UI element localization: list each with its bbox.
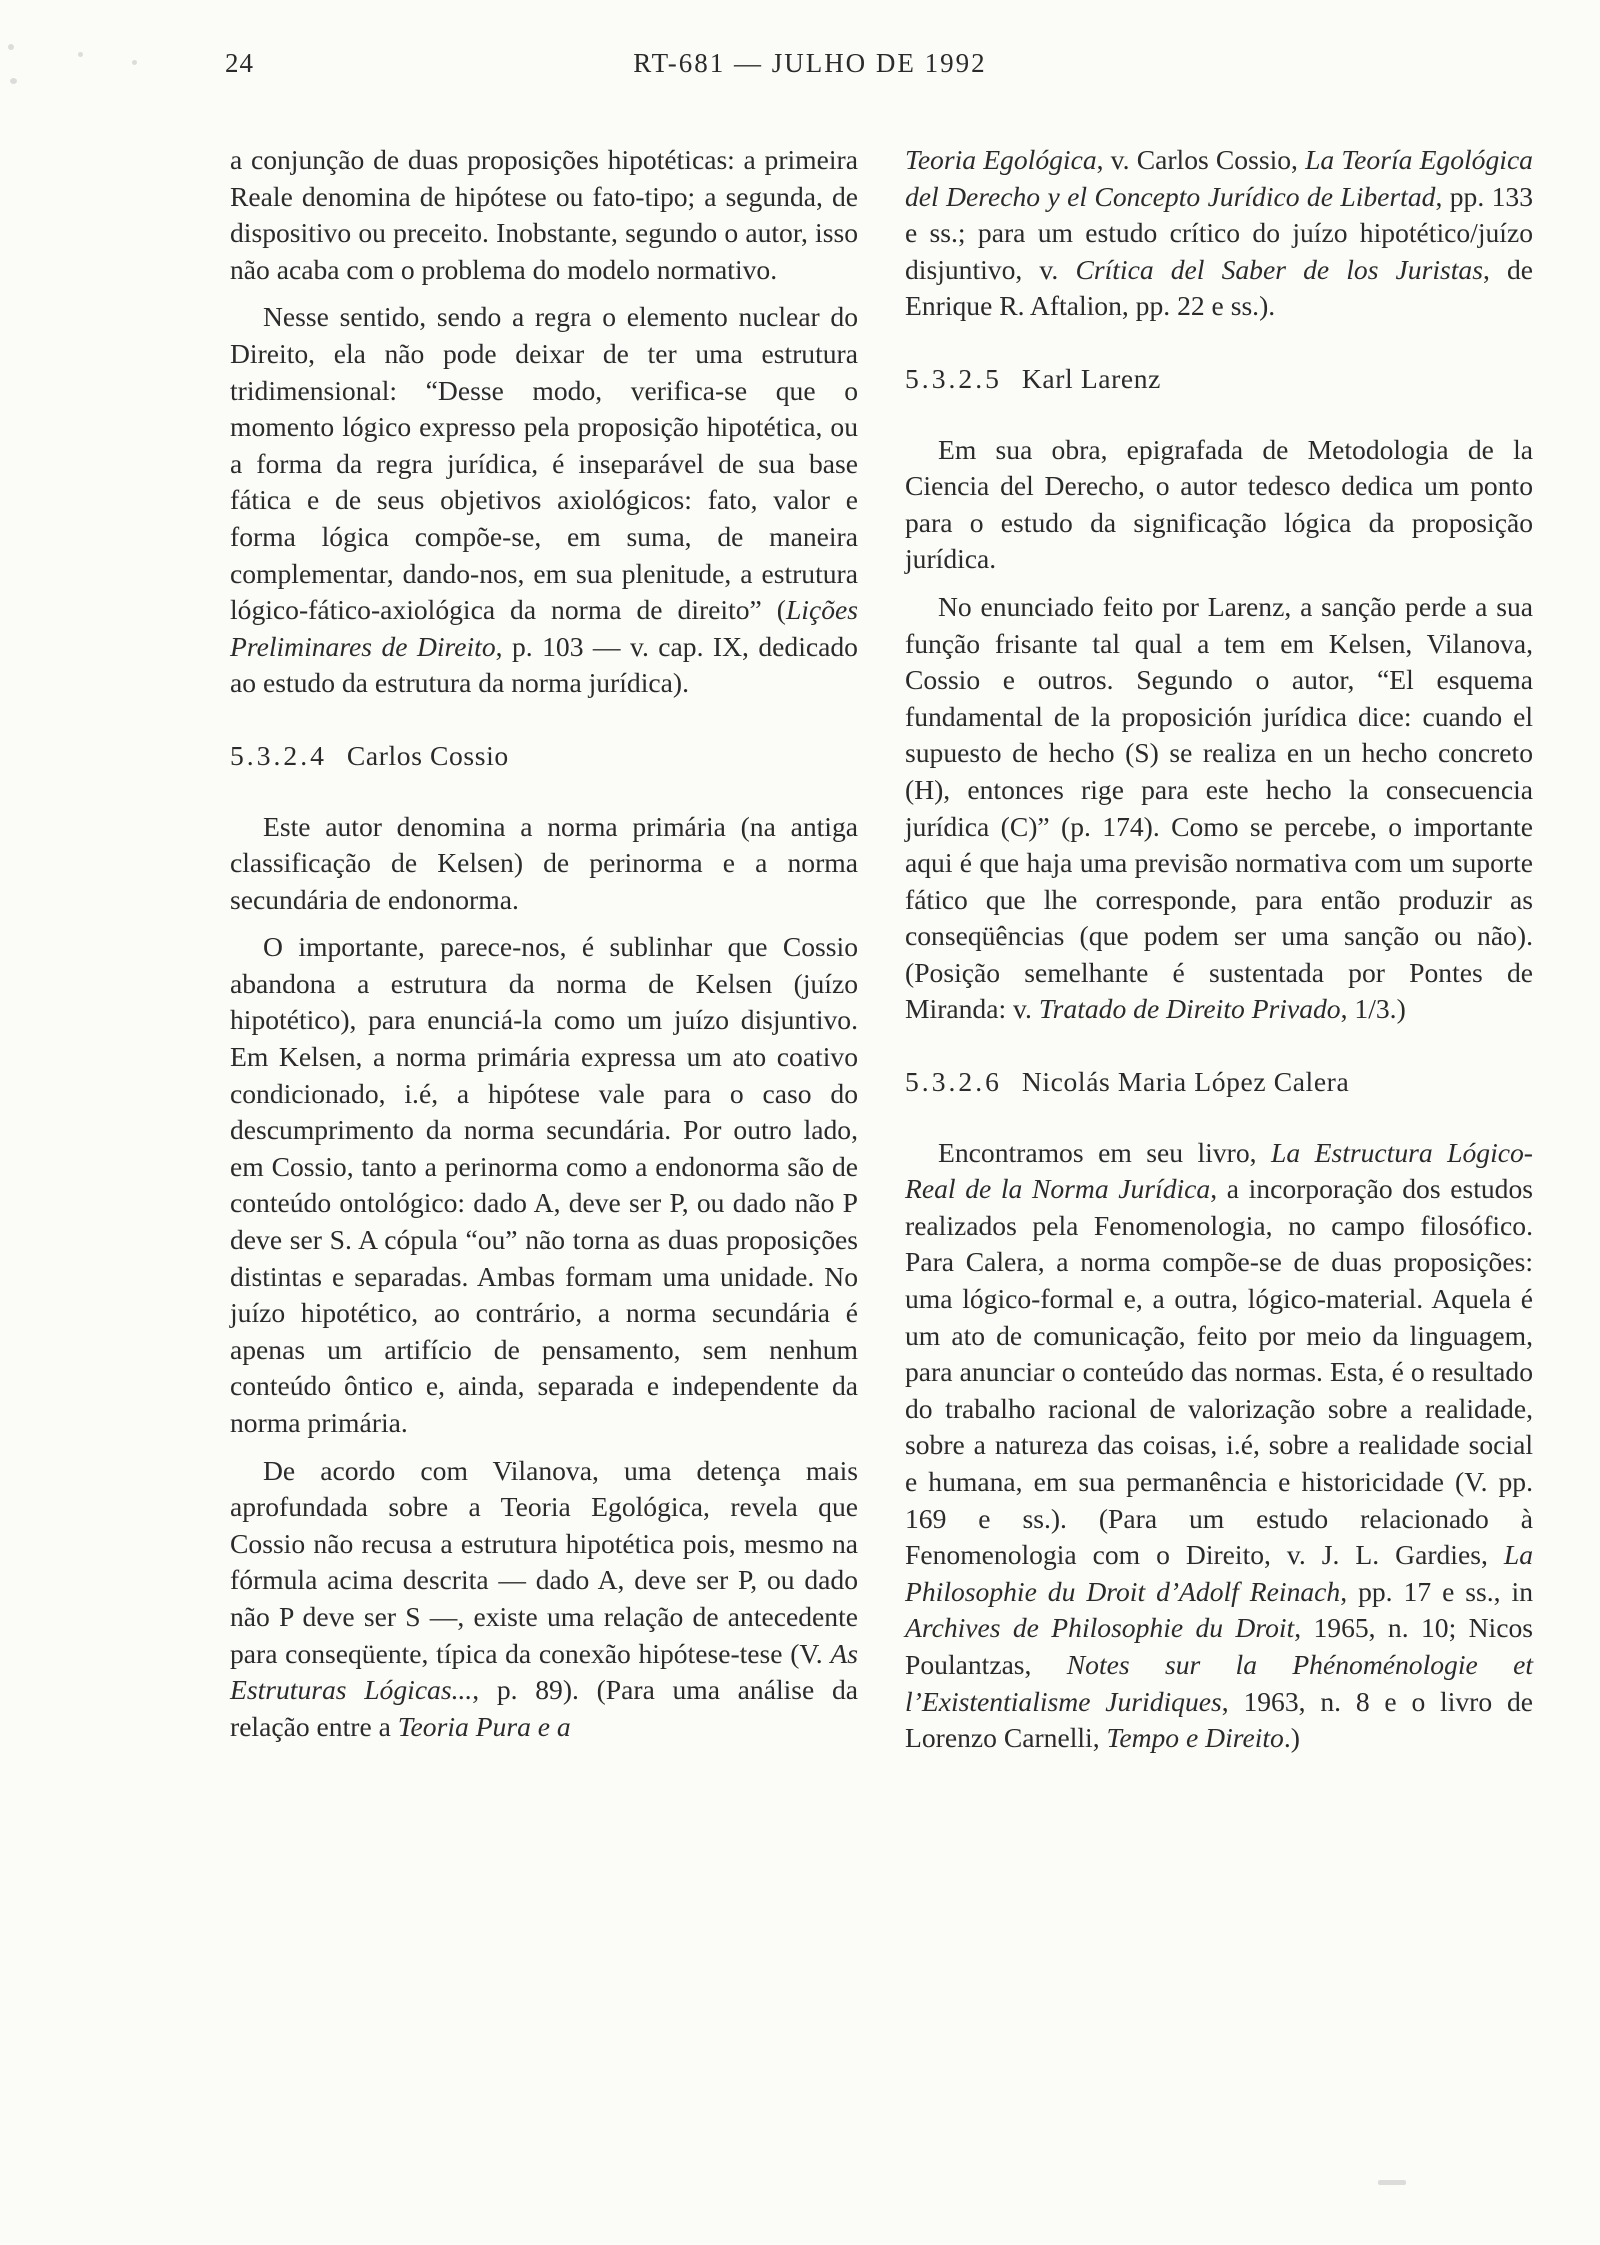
citation: Teoria Pura e a [397,1710,571,1742]
section-number: 5.3.2.5 [905,362,1002,394]
section-title: Karl Larenz [1021,362,1162,394]
scan-speck [78,52,83,57]
paragraph: Encontramos em seu livro, La Estructura Lógico-Real de la Norma Jurídica, a incorporação dos estudos realizados pela Fenomenologia, no campo filosófico. Para Calera, a norma compõe-se de duas proposições: uma lógico-formal e, a outra, lógico-material. Aquela é um ato de comunicação, feito por meio da linguagem, para anunciar o conteúdo das normas. Esta, é o resultado do trabalho racional de valorização sobre a realidade, sobre a natureza das coisas, i.é, sobre a realidade social e humana, em sua permanência e historicidade (V. pp. 169 e ss.). (Para um estudo relacionado à Fenomenologia com o Direito, v. J. L. Gardies, La Philosophie du Droit d’Adolf Reinach, pp. 17 e ss., in Archives de Philosophie du Droit, 1965, n. 10; Nicos Poulantzas, Notes sur la Phénoménologie et l’Existentialisme Juridiques, 1963, n. 8 e o livro de Lorenzo Carnelli, Tempo e Direito.) [905,1136,1533,1754]
paragraph: Em sua obra, epigrafada de Metodologia de la Ciencia del Derecho, o autor tedesco dedica um ponto para o estudo da significação lógica da proposição jurídica. [905,433,1533,575]
scan-speck [1378,2180,1406,2185]
paragraph: No enunciado feito por Larenz, a sanção perde a sua função frisante tal qual a tem em Kelsen, Vilanova, Cossio e outros. Segundo o autor, “El esquema fundamental de la proposición jurídica dice: cuando el supuesto de hecho (S) se realiza en un hecho concreto (H), entonces rige para este hecho la consecuencia jurídica (C)” (p. 174). Como se percebe, o importante aqui é que haja uma previsão normativa com um suporte fático que lhe corresponde, para então produzir as conseqüências (que podem ser uma sanção ou não). (Posição semelhante é sustentada por Pontes de Miranda: v. Tratado de Direito Privado, 1/3.) [905,590,1533,1025]
citation: Archives de Philosophie du Droit [905,1612,1295,1644]
section-title: Nicolás Maria López Calera [1021,1066,1350,1098]
page-header [225,40,1395,90]
paragraph: Este autor denomina a norma primária (na antiga classificação de Kelsen) de perinorma e a norma secundária de endonorma. [230,810,858,915]
section-heading [230,738,858,775]
paragraph: De acordo com Vilanova, uma detença mais aprofundada sobre a Teoria Egológica, revela que Cossio não recusa a estrutura hipotética pois, mesmo na fórmula acima descrita — dado A, deve ser P, ou dado não P deve ser S —, existe uma relação de antecedente para conseqüente, típica da conexão hipótese-tese (V. As Estruturas Lógicas..., p. 89). (Para uma análise da relação entre a Teoria Pura e a [230,1454,859,1742]
left-column [230,142,858,1756]
paragraph: O importante, parece-nos, é sublinhar que Cossio abandona a estrutura da norma de Kelsen (juízo hipotético), para enunciá-la como um juízo disjuntivo. Em Kelsen, a norma primária expressa um ato coativo condicionado, i.é, a hipótese vale para o caso do descumprimento da norma secundária. Por outro lado, em Cossio, tanto a perinorma como a endonorma são de conteúdo ontológico: dado A, deve ser P, ou dado não P deve ser S. A cópula “ou” não torna as duas proposições distintas e separadas. Ambas formam uma unidade. No juízo hipotético, ao contrário, a norma secundária é apenas um artifício de pensamento, sem nenhum conteúdo ôntico e, ainda, separada e independente da norma primária. [230,931,858,1438]
citation: Lições Preliminares de Direito [230,594,858,662]
section-number: 5.3.2.6 [905,1066,1002,1098]
citation: La Estructura Lógico-Real de la Norma Jurídica [905,1136,1533,1205]
scan-speck [10,78,17,84]
citation: As Estruturas Lógicas... [230,1637,858,1706]
citation: Tempo e Direito [1106,1722,1284,1754]
scan-speck [8,44,14,50]
citation: Crítica del Saber de los Juristas [1075,253,1483,285]
section-heading [905,1064,1533,1101]
section-number: 5.3.2.4 [230,739,327,771]
citation: La Teoría Egológica del Derecho y el Concepto Jurídico de Libertad [905,144,1533,212]
paragraph: a conjunção de duas proposições hipotéticas: a primeira Reale denomina de hipótese ou fato-tipo; a segunda, de dispositivo ou preceito. Inobstante, segundo o autor, isso não acaba com o problema do modelo normativo. [230,144,858,285]
section-title: Carlos Cossio [346,739,509,771]
citation: Tratado de Direito Privado [1038,993,1341,1025]
citation: Notes sur la Phénoménologie et l’Existentialisme Juridiques [905,1648,1533,1717]
scan-speck [132,60,137,65]
page-number: 24 [225,48,254,78]
right-column [905,142,1533,1768]
citation: La Philosophie du Droit d’Adolf Reinach [905,1539,1533,1607]
paragraph: Teoria Egológica, v. Carlos Cossio, La Teoría Egológica del Derecho y el Concepto Jurídico de Libertad, pp. 133 e ss.; para um estudo crítico do juízo hipotético/juízo disjuntivo, v. Crítica del Saber de los Juristas, de Enrique R. Aftalion, pp. 22 e ss.). [905,144,1534,322]
citation: Teoria Egológica [905,144,1097,175]
running-head: RT-681 — JULHO DE 1992 [633,48,987,78]
paragraph: Nesse sentido, sendo a regra o elemento nuclear do Direito, ela não pode deixar de ter uma estrutura tridimensional: “Desse modo, verifica-se que o momento lógico expresso pela proposição hipotética, ou a forma da regra jurídica, é inseparável de sua base fática e de seus objetivos axiológicos: fato, valor e forma lógica compõe-se, em suma, de maneira complementar, dando-nos, em sua plenitude, a estrutura lógico-fático-axiológica da norma de direito” (Lições Preliminares de Direito, p. 103 — v. cap. IX, dedicado ao estudo da estrutura da norma jurídica). [230,301,858,699]
section-heading [905,361,1533,398]
